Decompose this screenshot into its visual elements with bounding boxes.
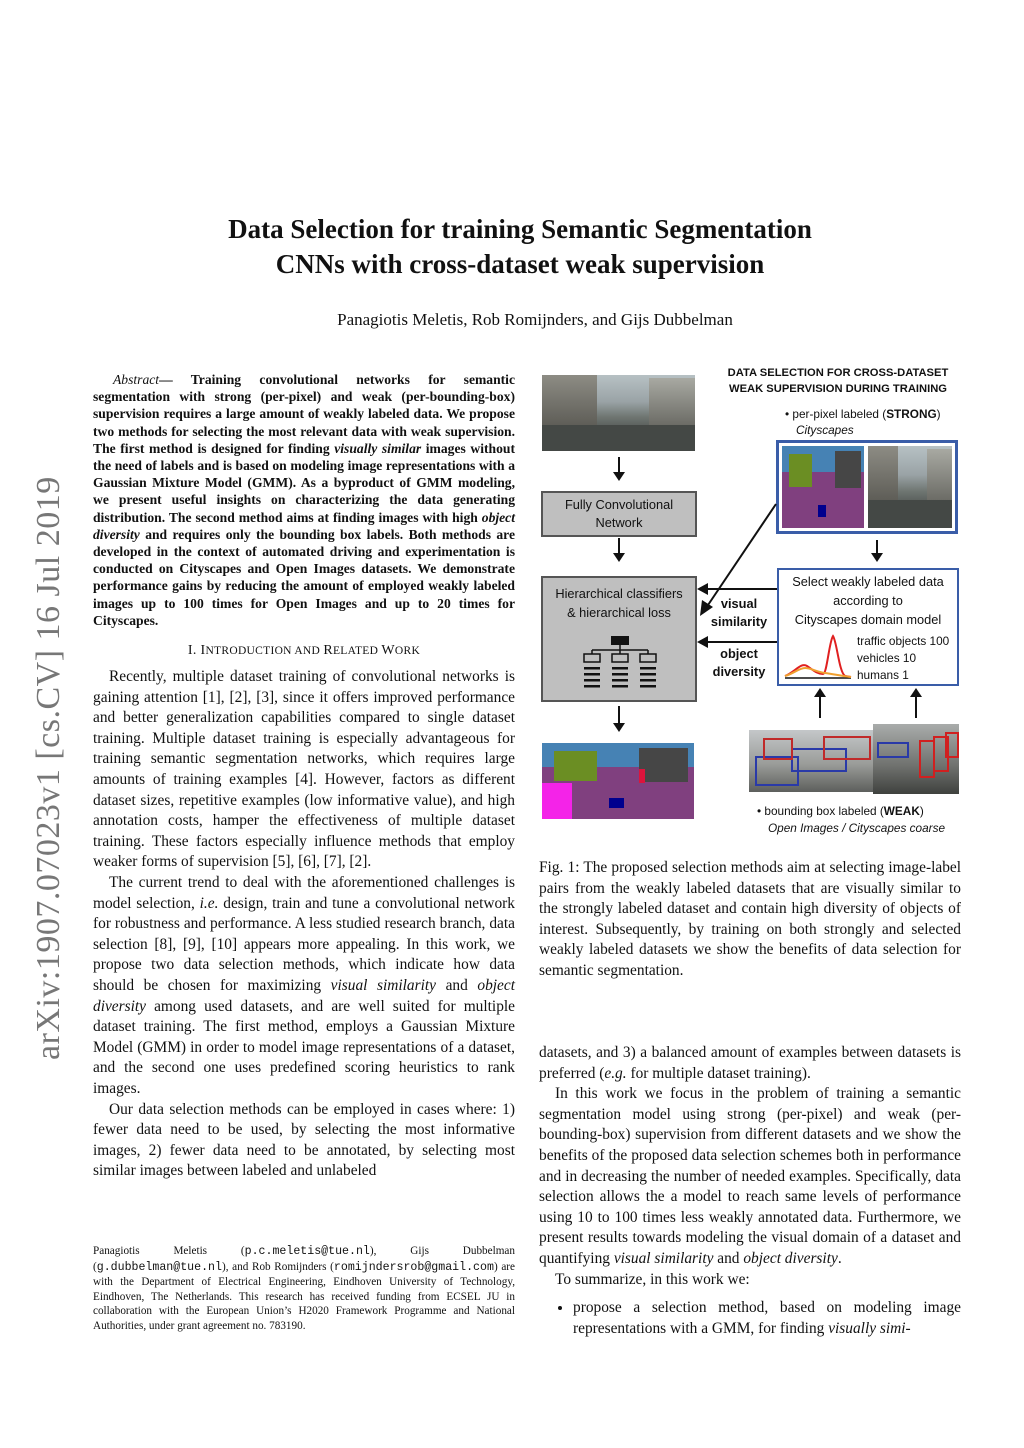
select-label-3: Cityscapes domain model bbox=[794, 612, 942, 627]
intro-p2-visual-similarity: visual similarity bbox=[330, 976, 436, 994]
title-line-2: CNNs with cross-dataset weak supervision bbox=[275, 249, 765, 279]
right-p2-c: . bbox=[837, 1249, 842, 1267]
intro-p2-object-diversity: object diversity bbox=[93, 976, 515, 1015]
abstract-emph-2: object diversity bbox=[93, 509, 515, 542]
strong-label-image bbox=[782, 446, 864, 528]
input-street-image bbox=[542, 375, 695, 451]
footnote bbox=[93, 1244, 515, 1333]
weak-label: • bounding box labeled (WEAK) bbox=[757, 804, 924, 818]
authors: Panagiotis Meletis, Rob Romijnders, and Gijs Dubbelman bbox=[337, 310, 733, 329]
visual-similarity-label-1: visual bbox=[720, 596, 758, 611]
section-sc-3: ORK bbox=[394, 645, 421, 658]
legend-humans: humans 1 bbox=[857, 668, 909, 682]
strong-image-frame bbox=[776, 440, 958, 534]
strong-dataset: Cityscapes bbox=[796, 423, 854, 437]
abstract-text-1: Training convolutional networks for semantic segmentation with strong (per-pixel) and weak (per-bounding-box) supervision requires a large amount of weakly labeled data. We propose two methods for selecting the most relevant data with weak supervision. The first method is designed for finding bbox=[93, 372, 515, 456]
intro-paragraph-1: Recently, multiple dataset training of convolutional networks is gaining attention [1], [2], [3], since it offers improved performance and better generalization capabilities compared to single dataset training. Multiple dataset training is especially advantageous for training semantic segmentation networks, which requires large amounts of training examples [4]. However, factors as different dataset sizes, repetitive examples (low informative value), and high annotation costs, hamper the effectiveness of multiple dataset training. These factors especially influence methods that employ weaker forms of supervision [5], [6], [7], [2]. bbox=[93, 668, 515, 871]
title-line-1: Data Selection for training Semantic Segmentation bbox=[228, 214, 812, 244]
paper-title bbox=[120, 212, 920, 282]
strong-label: • per-pixel labeled (STRONG) bbox=[785, 407, 941, 421]
figure-caption: Fig. 1: The proposed selection methods aim at selecting image-label pairs from the weakly labeled datasets that are visually similar to the strongly labeled dataset and contain high diversity of objects of interest. Subsequently, by training on both strongly and selected weakly labeled datasets we show the benefits of data selection for semantic segmentation. bbox=[539, 859, 961, 979]
arrow-down-2 bbox=[618, 538, 620, 560]
footnote-b: ), Gijs Dubbelman ( bbox=[93, 1245, 515, 1273]
abstract-text-3: and requires only the bounding box labels. Both methods are developed in the context of automated driving and experimentation is conducted on Cityscapes and Open Images datasets. We demonstrate performance gains by reducing the amount of employed weakly labeled images up to 100 times for Open Images and up to 20 times for Cityscapes. bbox=[93, 526, 515, 628]
footnote-d: ) are with the Department of Electrical Engineering, Eindhoven University of Technology, Eindhoven, The Netherlands. This research has received funding from ECSEL JU in collaboration with the European Union’s H2020 Framework Programme and National Authorities, under grant agreement no. 783190. bbox=[93, 1260, 515, 1332]
hierarchical-box bbox=[541, 576, 697, 702]
legend-vehicles: vehicles 10 bbox=[857, 651, 917, 665]
section-sc-1: NTRODUCTION AND bbox=[205, 645, 324, 658]
fcn-label-2: Network bbox=[595, 515, 643, 530]
right-p1-b: for multiple dataset training). bbox=[626, 1064, 811, 1082]
object-diversity-label-2: diversity bbox=[712, 664, 766, 679]
right-p2-object-diversity: object diversity bbox=[743, 1249, 838, 1267]
right-paragraph-1 bbox=[539, 1043, 961, 1084]
right-p1-a: datasets, and 3) a balanced amount of examples between datasets is preferred ( bbox=[539, 1044, 961, 1082]
section-cap-2: R bbox=[323, 643, 333, 659]
figure-header-2: WEAK SUPERVISION DURING TRAINING bbox=[729, 383, 947, 395]
legend-traffic: traffic objects 100 bbox=[857, 634, 950, 648]
right-p1-eg: e.g. bbox=[604, 1064, 627, 1082]
intro-paragraph-2 bbox=[93, 873, 515, 1100]
arrow-visual-similarity bbox=[697, 583, 779, 595]
section-cap-1: I bbox=[200, 643, 206, 659]
select-box bbox=[777, 568, 959, 686]
abstract bbox=[93, 371, 515, 629]
object-diversity-label-1: object bbox=[720, 646, 758, 661]
bullet-1-b: visually simi- bbox=[828, 1319, 911, 1337]
footnote-a: Panagiotis Meletis ( bbox=[93, 1245, 245, 1257]
section-heading-introduction bbox=[93, 643, 515, 659]
hier-label-1: Hierarchical classifiers bbox=[555, 586, 683, 601]
weak-image-cityscapes-coarse bbox=[873, 724, 959, 794]
email-romijnders: romijndersrob@gmail.com bbox=[333, 1260, 494, 1274]
right-paragraph-3: To summarize, in this work we: bbox=[555, 1270, 750, 1288]
arrow-up-weak-1 bbox=[819, 690, 821, 718]
intro-p2-ie: i.e. bbox=[199, 894, 219, 912]
figure-1 bbox=[537, 360, 961, 840]
weak-datasets: Open Images / Cityscapes coarse bbox=[768, 821, 946, 835]
abstract-text-2: images without the need of labels and is based on modeling image representations with a Gaussian Mixture Model (GMM). As a byproduct of GMM modeling, we present useful insights on characterizing the data generating distribution. The second method aims at finding images with high bbox=[93, 440, 515, 525]
intro-p2-a: The current trend to deal with the aforementioned challenges is model selection, bbox=[93, 873, 515, 912]
arrow-down-select bbox=[876, 540, 878, 560]
right-p2-visual-similarity: visual similarity bbox=[613, 1249, 714, 1267]
email-dubbelman: g.dubbelman@tue.nl bbox=[96, 1260, 222, 1274]
abstract-dash: — bbox=[159, 372, 191, 387]
weak-image-open-images bbox=[749, 730, 873, 792]
section-sc-2: ELATED bbox=[332, 645, 382, 658]
footnote-c: ), and Rob Romijnders ( bbox=[221, 1260, 334, 1273]
right-p2-b: and bbox=[713, 1249, 744, 1267]
arrow-down-3 bbox=[618, 706, 620, 730]
list-item bbox=[573, 1298, 961, 1339]
abstract-emph-1: visually similar bbox=[334, 440, 422, 456]
select-label-1: Select weakly labeled data bbox=[792, 574, 944, 589]
strong-photo-image bbox=[868, 446, 952, 528]
right-paragraph-2 bbox=[539, 1084, 961, 1269]
arrow-up-weak-2 bbox=[915, 690, 917, 718]
intro-paragraph-3: Our data selection methods can be employed in cases where: 1) fewer data need to be used, by selecting the most informative images, 2) fewer data need to be annotated, by selecting most similar images between labeled and unlabeled bbox=[93, 1100, 515, 1180]
hierarchy-tree-icon bbox=[579, 634, 661, 692]
visual-similarity-label-2: similarity bbox=[710, 614, 768, 629]
hier-label-2: & hierarchical loss bbox=[567, 605, 671, 620]
figure-header-1: DATA SELECTION FOR CROSS-DATASET bbox=[727, 367, 949, 379]
output-segmentation-image bbox=[542, 743, 694, 819]
intro-p2-c: and bbox=[436, 976, 478, 994]
select-label-2: according to bbox=[833, 593, 903, 608]
arxiv-identifier: arXiv:1907.07023v1 [cs.CV] 16 Jul 2019 bbox=[30, 476, 67, 1060]
abstract-label: Abstract bbox=[113, 372, 160, 387]
email-meletis: p.c.meletis@tue.nl bbox=[244, 1245, 370, 1258]
left-column bbox=[93, 371, 515, 1182]
contributions-list bbox=[539, 1298, 961, 1339]
section-cap-3: W bbox=[381, 643, 395, 659]
section-numeral: I. bbox=[187, 643, 201, 659]
intro-p2-b: design, train and tune a convolutional network for robustness and performance. A less studied research branch, data selection [8], [9], [10] appears more appealing. In this work, we propose two data selection methods, which indicate how data should be chosen for maximizing bbox=[93, 894, 515, 994]
fcn-label-1: Fully Convolutional bbox=[564, 497, 674, 512]
gmm-curve-icon bbox=[783, 632, 853, 680]
intro-p2-d: among used datasets, and are well suited for multiple dataset training. The first method, employs a Gaussian Mixture Model (GMM) in order to model image representations of a dataset, and the second one uses predefined scoring heuristics to rank images. bbox=[93, 997, 515, 1097]
bullet-1-a: propose a selection method, based on modeling image representations with a GMM, for finding bbox=[573, 1299, 961, 1337]
right-p2-a: In this work we focus in the problem of training a semantic segmentation model using strong (per-pixel) and weak (per-bounding-box) supervision from different datasets and we show the benefits of the proposed data selection schemes both in performance and in decreasing the number of needed examples. Specifically, data selection allows the a model to reach same levels of performance using 10 to 100 times less weakly annotated data. Furthermore, we present results towards modeling the visual domain of a dataset and quantifying bbox=[539, 1085, 961, 1267]
fcn-box bbox=[541, 491, 697, 537]
right-column bbox=[539, 1043, 961, 1339]
arrow-down-1 bbox=[618, 457, 620, 479]
